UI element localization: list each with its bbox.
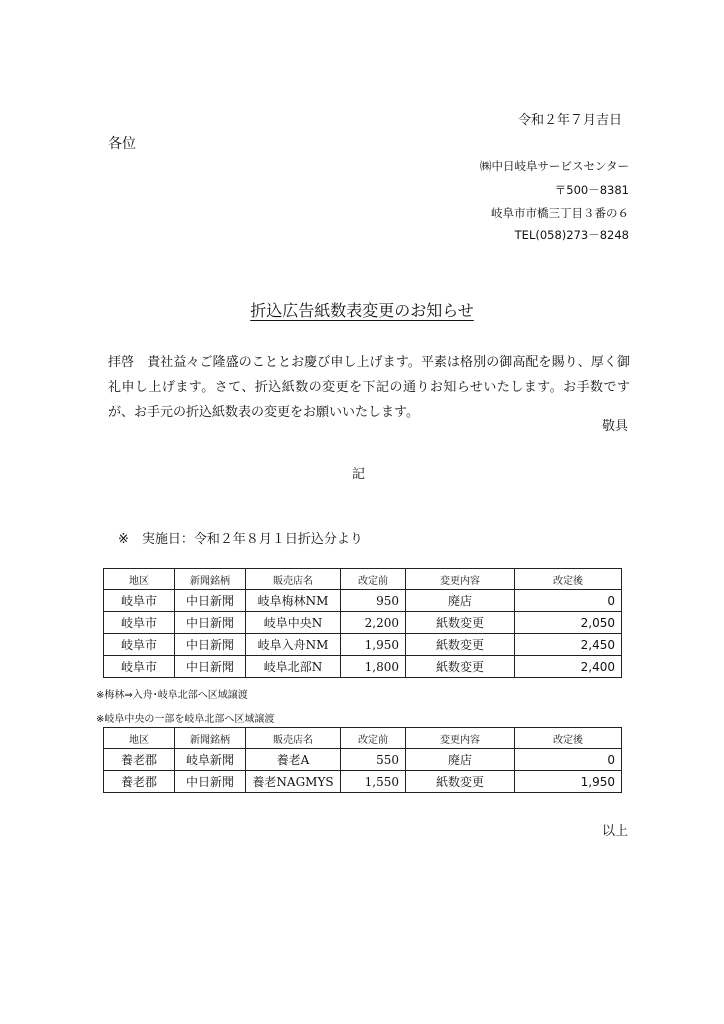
cell-change: 紙数変更 (406, 771, 515, 793)
cell-change: 紙数変更 (406, 656, 515, 678)
col-header-before: 改定前 (341, 569, 406, 590)
change-table-2 (103, 727, 622, 793)
table-row (104, 656, 622, 678)
cell-change: 紙数変更 (406, 634, 515, 656)
cell-before: 550 (341, 749, 406, 771)
col-header-change: 変更内容 (406, 728, 515, 749)
cell-after: 2,450 (515, 634, 622, 656)
col-header-newspaper: 新聞銘柄 (175, 569, 246, 590)
cell-area: 岐阜市 (104, 612, 175, 634)
col-header-newspaper: 新聞銘柄 (175, 728, 246, 749)
document-title: 折込広告紙数表変更のお知らせ (250, 301, 474, 320)
cell-newspaper: 岐阜新聞 (175, 749, 246, 771)
cell-change: 廃店 (406, 590, 515, 612)
cell-before: 1,950 (341, 634, 406, 656)
cell-newspaper: 中日新聞 (175, 656, 246, 678)
table-header-row (104, 728, 622, 749)
cell-after: 2,400 (515, 656, 622, 678)
col-header-change: 変更内容 (406, 569, 515, 590)
cell-before: 1,800 (341, 656, 406, 678)
cell-newspaper: 中日新聞 (175, 612, 246, 634)
cell-area: 岐阜市 (104, 590, 175, 612)
col-header-area: 地区 (104, 728, 175, 749)
col-header-area: 地区 (104, 569, 175, 590)
cell-shop: 岐阜北部N (246, 656, 341, 678)
cell-area: 岐阜市 (104, 634, 175, 656)
cell-shop: 岐阜梅林NM (246, 590, 341, 612)
sender-address: 岐阜市市橋三丁目３番の６ (491, 206, 629, 220)
body-text: 拝啓 貴社益々ご隆盛のこととお慶び申し上げます。平素は格別の御高配を賜り、厚く御礼申し上げます。さて、折込紙数の変更を下記の通りお知らせいたします。お手数ですが、お手元の折込紙数表の変更をお願いいたします。 (108, 355, 630, 420)
cell-shop: 養老NAGMYS (246, 771, 341, 793)
cell-shop: 岐阜入舟NM (246, 634, 341, 656)
cell-shop: 岐阜中央N (246, 612, 341, 634)
cell-newspaper: 中日新聞 (175, 590, 246, 612)
table-row (104, 590, 622, 612)
ki-marker: 記 (352, 467, 366, 482)
sender-tel: TEL(058)273－8248 (514, 228, 629, 242)
cell-area: 岐阜市 (104, 656, 175, 678)
cell-before: 2,200 (341, 612, 406, 634)
document-date: 令和２年７月吉日 (517, 113, 622, 128)
col-header-after: 改定後 (515, 569, 622, 590)
table-row (104, 771, 622, 793)
closing-keigu: 敬具 (601, 419, 628, 434)
table-row (104, 634, 622, 656)
cell-shop: 養老A (246, 749, 341, 771)
cell-after: 2,050 (515, 612, 622, 634)
note-transfer-2: ※岐阜中央の一部を岐阜北部へ区域譲渡 (96, 714, 275, 725)
table-row (104, 749, 622, 771)
cell-change: 紙数変更 (406, 612, 515, 634)
document-title-wrap (0, 298, 724, 321)
cell-before: 1,550 (341, 771, 406, 793)
cell-after: 0 (515, 749, 622, 771)
col-header-shop: 販売店名 (246, 728, 341, 749)
sender-postal-code: 〒500－8381 (554, 183, 629, 197)
addressee: 各位 (108, 136, 136, 152)
cell-after: 1,950 (515, 771, 622, 793)
col-header-after: 改定後 (515, 728, 622, 749)
cell-newspaper: 中日新聞 (175, 771, 246, 793)
cell-change: 廃店 (406, 749, 515, 771)
col-header-before: 改定前 (341, 728, 406, 749)
sender-company: ㈱中日岐阜サービスセンター (479, 159, 629, 173)
cell-after: 0 (515, 590, 622, 612)
table-header-row (104, 569, 622, 590)
cell-area: 養老郡 (104, 771, 175, 793)
cell-newspaper: 中日新聞 (175, 634, 246, 656)
col-header-shop: 販売店名 (246, 569, 341, 590)
effective-date: ※ 実施日：令和２年８月１日折込分より (118, 532, 363, 547)
closing-ijou: 以上 (601, 824, 628, 839)
note-transfer-1: ※梅林⇒入舟･岐阜北部へ区域譲渡 (96, 690, 248, 701)
table-row (104, 612, 622, 634)
change-table-1 (103, 568, 622, 678)
cell-area: 養老郡 (104, 749, 175, 771)
cell-before: 950 (341, 590, 406, 612)
